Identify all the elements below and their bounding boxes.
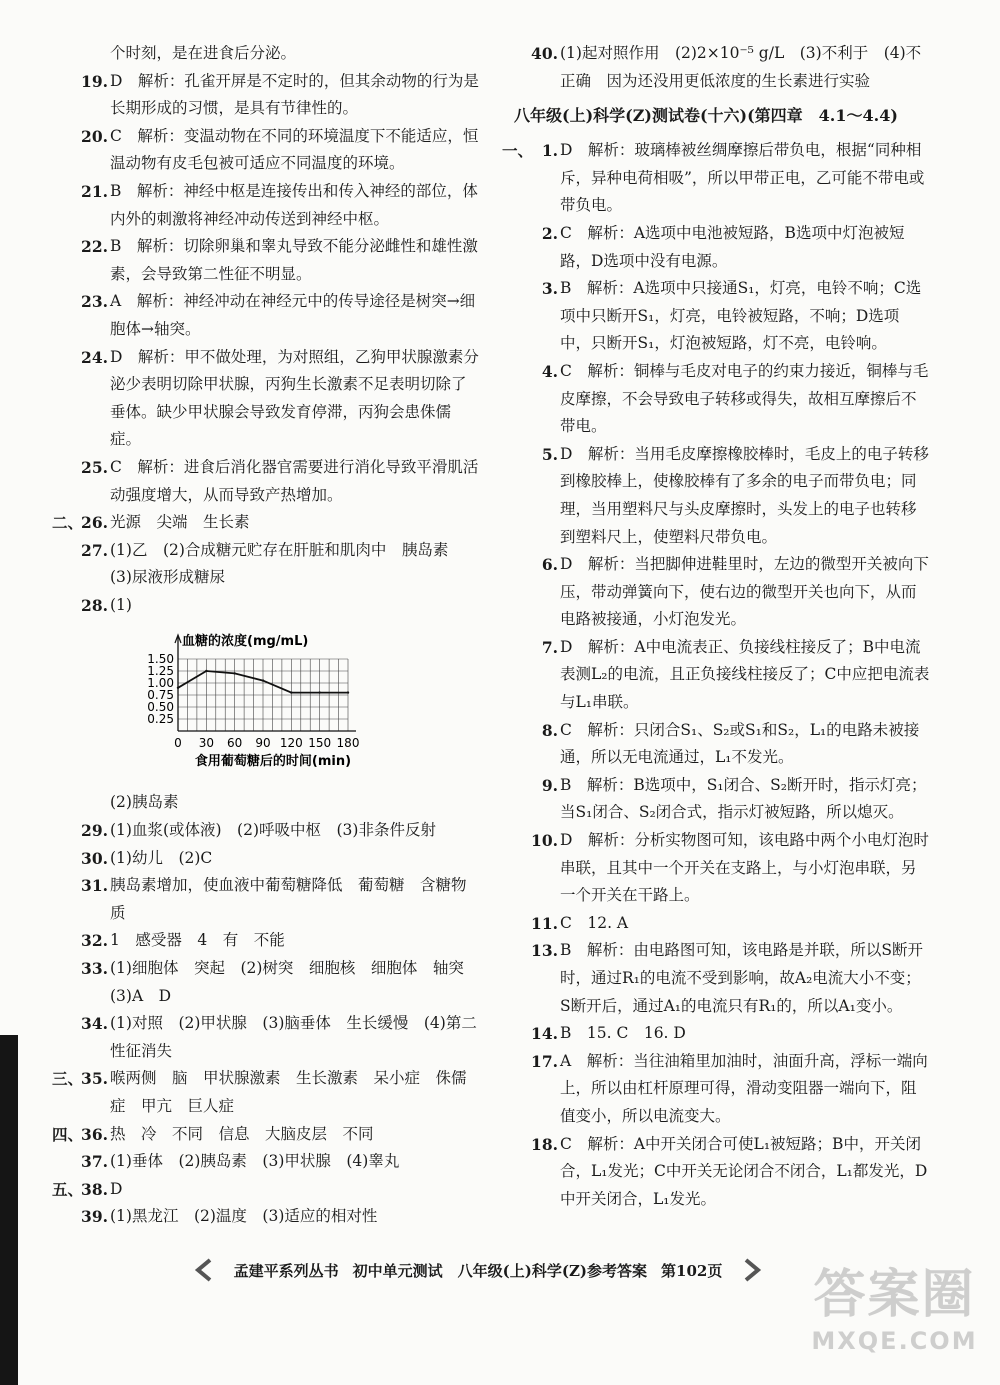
answer-text: (1)乙 (2)合成糖元贮存在肝脏和肌肉中 胰岛素 (3)尿液形成糖尿: [110, 540, 464, 587]
answer-text: C 解析：铜棒与毛皮对电子的约束力接近，铜棒与毛皮摩擦，不会导致电子转移或得失，故相互摩擦后不带电。: [560, 361, 929, 436]
answer-text: 1 感受器 4 有 不能: [110, 931, 285, 950]
answer-text: C 解析：进食后消化器官需要进行消化导致平滑肌活动强度增大，从而导致产热增加。: [110, 457, 479, 504]
question-number: 28.: [81, 595, 108, 615]
answer-text: B 解析：切除卵巢和睾丸导致不能分泌雌性和雄性激素，会导致第二性征不明显。: [110, 237, 478, 283]
data-point: [290, 692, 292, 694]
answer-text: (2)胰岛素: [110, 793, 179, 812]
question-number: 32.: [81, 931, 108, 951]
answer-item: [60, 1148, 480, 1176]
question-number: 21.: [81, 181, 108, 201]
x-tick-label: 90: [255, 736, 271, 751]
answer-text: 个时刻，是在进食后分泌。: [110, 44, 297, 62]
answer-text: B 解析：A选项中只接通S₁，灯亮，电铃不响；C选项中只断开S₁，灯亮，电铃被短路，不响；D选项中，只断开S₁，灯泡被短路，灯不亮，电铃响。: [560, 279, 922, 353]
answer-text: (1)细胞体 突起 (2)树突 细胞核 细胞体 轴突 (3)A D: [110, 959, 480, 1005]
answer-text: B 解析：神经中枢是连接传出和传入神经的部位，体内外的刺激将神经冲动传送到神经中枢。: [110, 181, 478, 228]
answer-text: C 解析：A中开关闭合可使L₁被短路；B中，开关闭合，L₁发光；C中开关无论闭合不闭合，L₁都发光，D中开关闭合，L₁发光。: [560, 1134, 928, 1208]
question-number: 8.: [541, 720, 558, 740]
answer-item: [60, 955, 480, 1010]
y-tick-label: 0.50: [147, 700, 174, 715]
answer-text: (1)黑龙江 (2)温度 (3)适应的相对性: [110, 1207, 378, 1226]
data-point: [205, 670, 207, 672]
answer-item: [60, 537, 480, 592]
answer-item: [60, 288, 480, 343]
answer-item: [60, 178, 480, 233]
section-marker: 四、: [52, 1124, 84, 1144]
question-number: 35.: [81, 1069, 108, 1089]
y-tick-label: 1.50: [147, 652, 174, 667]
section-marker: 三、: [52, 1069, 84, 1089]
x-tick-label: 0: [174, 736, 182, 751]
data-point: [233, 673, 235, 675]
answer-item: [60, 872, 480, 927]
footer-series: 孟建平系列丛书: [233, 1261, 339, 1280]
answer-item: [510, 937, 930, 1020]
answer-text: D 解析：A中电流表正、负接线柱接反了；B中电流表测L₂的电流，且正负接线柱接反了；C中应把电流表与L₁串联。: [560, 637, 930, 712]
answer-text: D: [110, 1179, 123, 1198]
question-number: 10.: [531, 831, 558, 851]
answer-item: [510, 40, 930, 95]
answer-item: [510, 1131, 930, 1214]
answer-item: [510, 358, 930, 441]
x-tick-label: 150: [308, 736, 332, 751]
answer-item: [510, 1048, 930, 1131]
left-column: [52, 40, 480, 1231]
footer-title: 初中单元测试 八年级(上)科学(Z)参考答案: [352, 1261, 648, 1280]
question-number: 6.: [541, 555, 558, 575]
chevron-left-icon: [192, 1256, 220, 1284]
answer-item: [510, 634, 930, 717]
answer-item: [52, 509, 480, 537]
answer-text: B 解析：由电路图可知，该电路是并联，所以S断开时，通过R₁的电流不受到影响，故A₂电流大小不变；S断开后，通过A₁的电流只有R₁的，所以A₁变小。: [560, 941, 924, 1015]
chart-xlabel: 食用葡萄糖后的时间(min): [194, 754, 352, 770]
answer-item: [60, 789, 480, 817]
answer-item: [60, 592, 480, 620]
question-number: 24.: [81, 347, 108, 367]
answer-text: C 解析：只闭合S₁、S₂或S₁和S₂，L₁的电路未被接通，所以无电流通过，L₁不发光。: [560, 720, 920, 767]
answer-text: C 解析：变温动物在不同的环境温度下不能适应，恒温动物有皮毛包被可适应不同温度的环境。: [110, 126, 479, 173]
data-point: [318, 692, 320, 694]
answer-item: [510, 772, 930, 827]
question-number: 39.: [81, 1207, 108, 1227]
question-number: 4.: [541, 361, 558, 381]
data-point: [347, 692, 349, 694]
x-tick-label: 60: [227, 736, 243, 751]
chevron-right-icon: [736, 1256, 764, 1284]
answer-item: [510, 827, 930, 910]
answer-text: (1): [110, 595, 132, 614]
answer-item: [52, 1176, 480, 1204]
x-tick-label: 180: [336, 736, 360, 751]
question-number: 33.: [81, 959, 108, 979]
question-number: 22.: [81, 237, 108, 257]
answer-text: D 解析：玻璃棒被丝绸摩擦后带负电，根据“同种相斥，异种电荷相吸”，所以甲带正电，乙可能不带电或带负电。: [560, 141, 925, 215]
answer-text: (1)血浆(或体液) (2)呼吸中枢 (3)非条件反射: [110, 821, 436, 840]
answer-item: [60, 1203, 480, 1231]
question-number: 20.: [81, 126, 108, 146]
question-number: 11.: [531, 913, 558, 933]
answer-text: D 解析：孔雀开屏是不定时的，但其余动物的行为是长期形成的习惯，是具有节律性的。: [110, 71, 479, 118]
question-number: 17.: [531, 1051, 558, 1071]
question-number: 9.: [541, 775, 558, 795]
footer-page: 第102页: [661, 1261, 723, 1280]
answer-text: C 12. A: [560, 913, 629, 932]
question-number: 7.: [541, 637, 558, 657]
answer-item: [510, 275, 930, 358]
chart-ylabel: 血糖的浓度(mg/mL): [182, 634, 309, 650]
y-tick-label: 1.00: [147, 676, 174, 691]
question-number: 30.: [81, 848, 108, 868]
answer-item: [60, 927, 480, 955]
answer-item: [510, 551, 930, 634]
answer-text: C 解析：A选项中电池被短路，B选项中灯泡被短路，D选项中没有电源。: [560, 223, 905, 270]
x-tick-label: 30: [198, 736, 214, 751]
answer-item: [60, 40, 480, 68]
question-number: 18.: [531, 1134, 558, 1154]
question-number: 13.: [531, 941, 558, 961]
question-number: 31.: [81, 876, 108, 896]
question-number: 34.: [81, 1014, 108, 1034]
section-marker: 一、: [502, 141, 534, 161]
answer-item: [510, 441, 930, 551]
answer-item: [60, 123, 480, 178]
answer-text: A 解析：当往油箱里加油时，油面升高，浮标一端向上，所以由杠杆原理可得，滑动变阻器一端向下，阻值变小，所以电流变大。: [560, 1051, 928, 1125]
y-tick-label: 0.25: [147, 712, 174, 727]
question-number: 3.: [541, 279, 558, 299]
question-number: 40.: [531, 44, 558, 63]
section-marker: 五、: [52, 1179, 84, 1199]
answer-text: D 解析：当用毛皮摩擦橡胶棒时，毛皮上的电子转移到橡胶棒上，使橡胶棒有了多余的电子而带负电；同理，当用塑料尺与头皮摩擦时，头发上的电子也转移到塑料尺上，使塑料尺带负电。: [560, 444, 929, 546]
page-footer: [178, 1250, 778, 1290]
answer-text: (1)幼儿 (2)C: [110, 848, 213, 867]
answer-text: B 15. C 16. D: [560, 1024, 686, 1043]
answer-item: [52, 1065, 480, 1120]
question-number: 19.: [81, 71, 108, 91]
x-tick-label: 120: [279, 736, 303, 751]
watermark-text: 答案圈: [813, 1265, 976, 1325]
answer-text: D 解析：甲不做处理，为对照组，乙狗甲状腺激素分泌少表明切除甲状腺，丙狗生长激素不足表明切除了垂体。缺少甲状腺会导致发育停滞，丙狗会患侏儒症。: [110, 347, 479, 449]
chart-svg: [120, 619, 380, 787]
scan-edge: [0, 1035, 18, 1385]
question-number: 5.: [541, 444, 558, 464]
answer-item: [60, 344, 480, 454]
data-point: [177, 687, 179, 689]
answer-text: A 解析：神经冲动在神经元中的传导途径是树突→细胞体→轴突。: [110, 292, 476, 338]
answer-text: B 解析：B选项中，S₁闭合、S₂断开时，指示灯亮；当S₁闭合、S₂闭合式，指示灯被短路，所以熄灭。: [560, 775, 927, 822]
y-tick-label: 1.25: [147, 664, 174, 679]
section-marker: 二、: [52, 513, 84, 533]
right-column: [502, 40, 930, 1213]
question-number: 23.: [81, 292, 108, 312]
question-number: 14.: [531, 1024, 558, 1044]
y-tick-label: 0.75: [147, 688, 174, 703]
answer-item: [510, 220, 930, 275]
answer-text: 喉两侧 脑 甲状腺激素 生长激素 呆小症 侏儒症 甲亢 巨人症: [110, 1069, 467, 1115]
question-number: 25.: [81, 457, 108, 477]
answer-item: [60, 233, 480, 288]
answer-item: [60, 845, 480, 873]
answer-text: D 解析：当把脚伸进鞋里时，左边的微型开关被向下压，带动弹簧向下，使右边的微型开关也向下，从而电路被接通，小灯泡发光。: [560, 555, 929, 629]
answer-item: [510, 717, 930, 772]
question-number: 2.: [541, 223, 558, 243]
answer-text: 光源 尖端 生长素: [110, 513, 250, 532]
data-point: [262, 680, 264, 682]
section-heading: 八年级(上)科学(Z)测试卷(十六)(第四章 4.1～4.4): [514, 106, 898, 126]
answer-text: (1)垂体 (2)胰岛素 (3)甲状腺 (4)睾丸: [110, 1152, 400, 1171]
question-number: 29.: [81, 821, 108, 841]
watermark: [807, 1263, 982, 1373]
answer-text: (1)起对照作用 (2)2×10⁻⁵ g/L (3)不利于 (4)不正确 因为还没用更低浓度的生长素进行实验: [560, 44, 922, 90]
answer-item: [52, 1121, 480, 1149]
blood-sugar-chart: [60, 619, 480, 789]
answer-item: [60, 817, 480, 845]
question-number: 27.: [81, 540, 108, 560]
answer-item: [60, 68, 480, 123]
answer-text: D 解析：分析实物图可知，该电路中两个小电灯泡时串联，且其中一个开关在支路上，与小灯泡串联，另一个开关在干路上。: [560, 831, 929, 905]
question-number: 37.: [81, 1152, 108, 1172]
question-number: 1.: [541, 141, 558, 161]
answer-item: [502, 137, 930, 220]
answer-item: [60, 1010, 480, 1065]
answer-text: 热 冷 不同 信息 大脑皮层 不同: [110, 1124, 374, 1143]
answer-text: 胰岛素增加，使血液中葡萄糖降低 葡萄糖 含糖物质: [110, 876, 467, 922]
answer-item: [510, 910, 930, 938]
answer-text: (1)对照 (2)甲状腺 (3)脑垂体 生长缓慢 (4)第二性征消失: [110, 1014, 477, 1060]
question-number: 36.: [81, 1124, 108, 1144]
watermark-url: MXQE.COM: [811, 1327, 978, 1355]
answer-item: [60, 454, 480, 509]
question-number: 38.: [81, 1179, 108, 1199]
answer-item: [510, 1020, 930, 1048]
question-number: 26.: [81, 513, 108, 533]
